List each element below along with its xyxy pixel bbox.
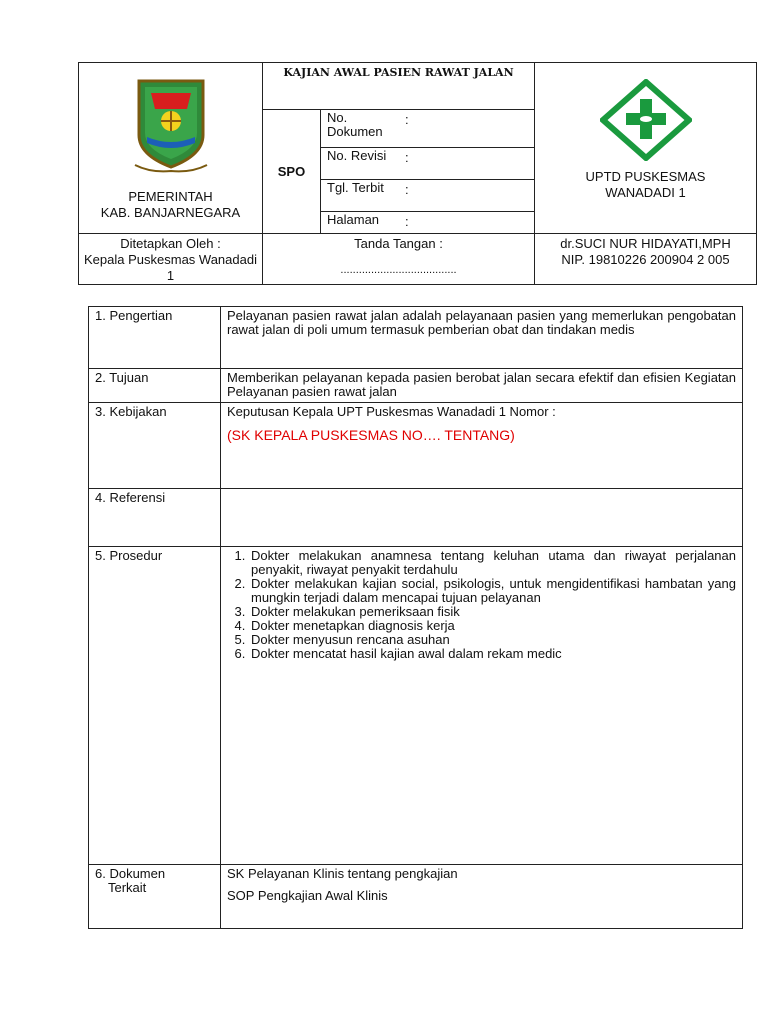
organization-branch: WANADADI 1 (605, 185, 686, 200)
meta-label: Tgl. Terbit (327, 180, 384, 195)
section-label (89, 865, 221, 929)
procedure-table (88, 306, 743, 929)
meta-page (321, 212, 535, 234)
list-item: 4. Dokter menetapkan diagnosis kerja (249, 619, 736, 633)
related-document: SOP Pengkajian Awal Klinis (227, 888, 388, 903)
meta-publish-date (321, 180, 535, 212)
signer-nip: NIP. 19810226 200904 2 005 (561, 252, 730, 267)
government-cell (79, 63, 263, 234)
document-title: KAJIAN AWAL PASIEN RAWAT JALAN (263, 63, 535, 110)
section-dokumen-cell (221, 865, 743, 929)
organization-line: UPTD PUSKESMAS (585, 169, 706, 184)
related-document: SK Pelayanan Klinis tentang pengkajian (227, 866, 458, 881)
signature-label: Tanda Tangan : (354, 236, 443, 251)
list-item: 2. Dokter melakukan kajian social, psikologis, untuk mengidentifikasi hambatan yang mungkin terjadi dalam mencapai tujuan pelayanan (249, 577, 736, 605)
established-by-label: Ditetapkan Oleh : (120, 236, 221, 251)
table-row (89, 489, 743, 547)
section-tujuan-text: Memberikan pelayanan kepada pasien berobat jalan secara efektif dan efisien Kegiatan Pelayanan pasien rawat jalan (221, 369, 743, 403)
header-table (78, 62, 757, 285)
table-row (89, 865, 743, 929)
meta-colon: : (405, 112, 409, 127)
list-item: 6. Dokter mencatat hasil kajian awal dalam rekam medic (249, 647, 736, 661)
section-label: 2. Tujuan (89, 369, 221, 403)
section-label: 5. Prosedur (89, 547, 221, 865)
section-referensi-text (221, 489, 743, 547)
meta-label: Halaman (327, 212, 380, 227)
list-item: 1. Dokter melakukan anamnesa tentang keluhan utama dan riwayat perjalanan penyakit, riwayat penyakit terdahulu (249, 549, 736, 577)
spo-label: SPO (263, 110, 321, 234)
government-line: PEMERINTAH (128, 189, 213, 204)
signer-cell (535, 234, 757, 285)
section-label-line: Terkait (108, 880, 147, 895)
meta-document-number (321, 110, 535, 148)
procedure-steps (227, 549, 736, 661)
table-row (89, 547, 743, 865)
meta-label: No. Dokumen (327, 110, 383, 139)
table-row (89, 369, 743, 403)
regency-line: KAB. BANJARNEGARA (100, 205, 241, 220)
section-label: 1. Pengertian (89, 307, 221, 369)
government-name (79, 189, 262, 221)
table-row (89, 403, 743, 489)
organization-cell (535, 63, 757, 234)
section-prosedur-cell (221, 547, 743, 865)
section-label-line: 6. Dokumen (95, 866, 166, 881)
regency-emblem-icon (131, 75, 211, 175)
puskesmas-logo-icon (600, 79, 692, 161)
meta-colon: : (405, 150, 409, 165)
organization-name (535, 169, 756, 201)
section-pengertian-text: Pelayanan pasien rawat jalan adalah pelayanaan pasien yang memerlukan pengobatan rawat jalan di poli umum termasuk pemberian obat dan tindakan medis (221, 307, 743, 369)
meta-revision-number (321, 148, 535, 180)
section-kebijakan-cell (221, 403, 743, 489)
meta-label: No. Revisi (327, 148, 387, 163)
section-label: 3. Kebijakan (89, 403, 221, 489)
list-item: 5. Dokter menyusun rencana asuhan (249, 633, 736, 647)
signer-name: dr.SUCI NUR HIDAYATI,MPH (560, 236, 731, 251)
meta-colon: : (405, 214, 409, 229)
section-kebijakan-text: Keputusan Kepala UPT Puskesmas Wanadadi 1 Nomor : (227, 404, 556, 419)
table-row (89, 307, 743, 369)
meta-colon: : (405, 182, 409, 197)
list-item: 3. Dokter melakukan pemeriksaan fisik (249, 605, 736, 619)
signature-line: ...................................... (340, 264, 457, 276)
signature-cell (263, 234, 535, 285)
established-role: Kepala Puskesmas Wanadadi 1 (84, 252, 257, 283)
established-by-cell (79, 234, 263, 285)
section-label: 4. Referensi (89, 489, 221, 547)
section-kebijakan-note: (SK KEPALA PUSKESMAS NO…. TENTANG) (227, 427, 515, 443)
